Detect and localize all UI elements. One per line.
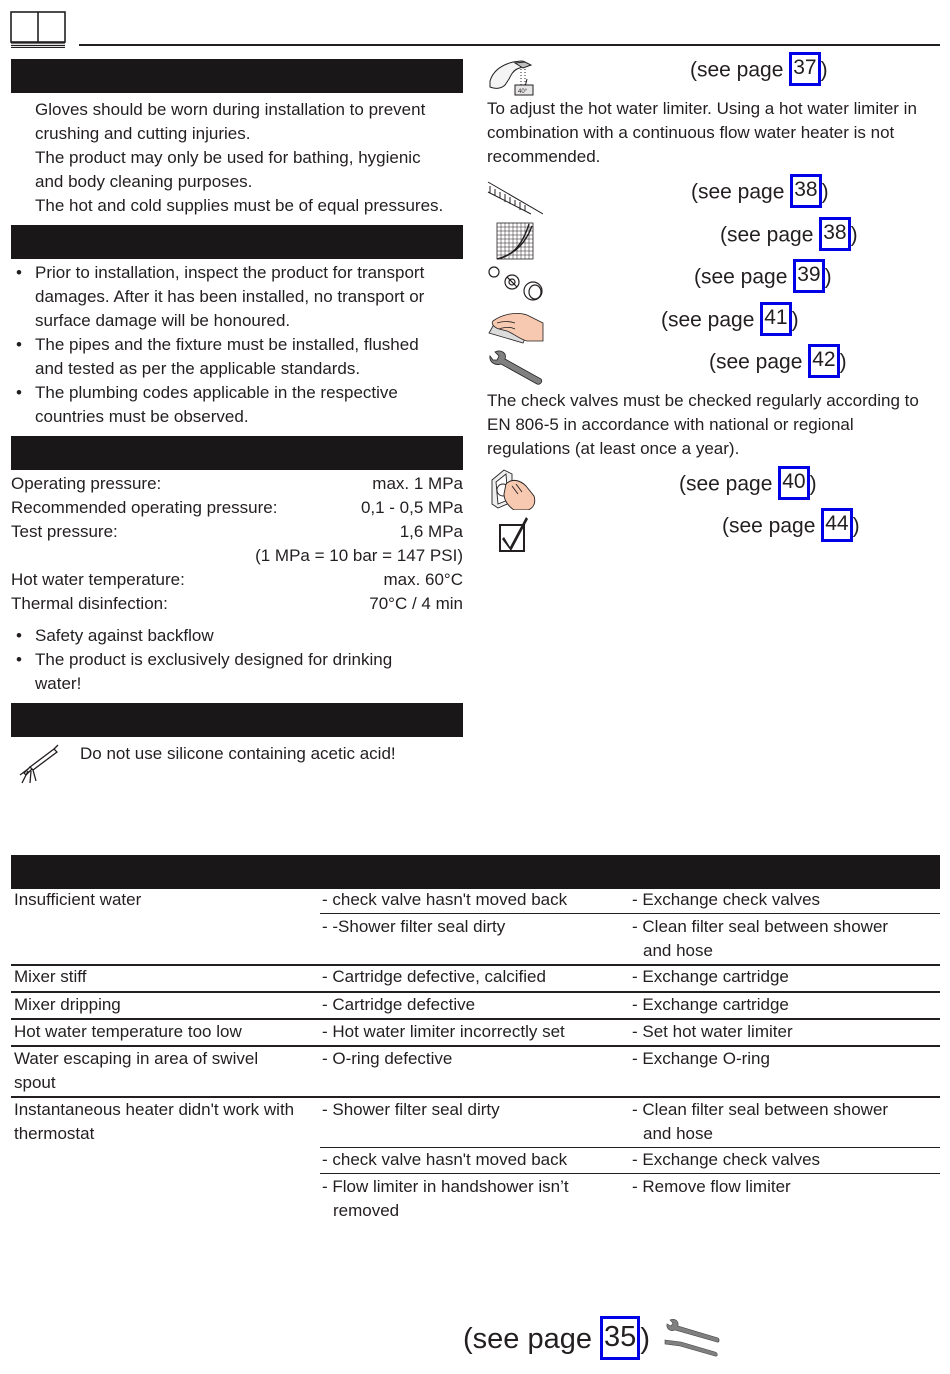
handle-turn-icon <box>490 468 538 510</box>
remedy-cell: - Clean filter seal between shower and hose <box>632 917 889 960</box>
safety-text <box>35 98 443 218</box>
spec-row-test-pressure: Test pressure: 1,6 MPa <box>11 522 463 541</box>
cause-cell: - Hot water limiter incorrectly set <box>322 1022 565 1041</box>
page-reference-41[interactable]: (see page 41 ) <box>661 306 799 336</box>
flow-diagram-icon <box>496 222 534 260</box>
limiter-description: To adjust the hot water limiter. Using a hot water limiter in combination with a continuous flow water heater is not recommended. <box>487 99 917 166</box>
section-bar-troubleshooting <box>11 855 940 889</box>
page-reference-44[interactable]: (see page 44 ) <box>722 512 860 542</box>
page-link[interactable]: 40 <box>778 466 809 500</box>
dimensions-ruler-icon <box>487 180 543 216</box>
table-row-divider <box>11 991 940 993</box>
svg-text:40°: 40° <box>518 89 528 95</box>
page-reference-35[interactable]: (see page 35 ) <box>463 1320 650 1360</box>
spec-row-operating-pressure: Operating pressure: max. 1 MPa <box>11 474 463 493</box>
page-reference-38-diagram[interactable]: (see page 38 ) <box>720 221 858 251</box>
installation-notes <box>11 261 463 429</box>
safety-line: and body cleaning purposes. <box>35 172 253 191</box>
manual-book-icon <box>10 10 66 48</box>
page-link[interactable]: 38 <box>819 217 850 251</box>
wrench-icon <box>487 350 543 386</box>
remedy-cell: - Exchange check valves <box>632 890 821 909</box>
problem-cell: Hot water temperature too low <box>14 1022 242 1041</box>
safety-line: The hot and cold supplies must be of equal pressures. <box>35 196 444 215</box>
technical-note: • Safety against backflow <box>11 624 463 648</box>
spec-row-pressure-conversion: (1 MPa = 10 bar = 147 PSI) <box>255 546 463 565</box>
cause-cell: - -Shower filter seal dirty <box>322 917 506 936</box>
remedy-cell: - Remove flow limiter <box>632 1177 791 1196</box>
remedy-cell: - Exchange O-ring <box>632 1049 770 1068</box>
cleaning-hand-icon <box>487 307 545 345</box>
table-subrow-divider <box>320 1173 940 1174</box>
page-link[interactable]: 44 <box>821 508 852 542</box>
safety-line: The product may only be used for bathing, hygienic <box>35 148 421 167</box>
checkbox-checked-icon <box>498 515 532 553</box>
page-link[interactable]: 42 <box>808 344 839 378</box>
remedy-cell: - Exchange cartridge <box>632 967 789 986</box>
section-bar-installation <box>11 225 463 259</box>
spec-row-hot-water-temp: Hot water temperature: max. 60°C <box>11 570 463 589</box>
remedy-cell: - Clean filter seal between shower and hose <box>632 1100 889 1143</box>
problem-cell: Insufficient water <box>14 890 142 909</box>
problem-cell: Instantaneous heater didn't work with thermostat <box>14 1100 295 1143</box>
hot-water-limiter-icon <box>487 57 537 97</box>
remedy-cell: - Set hot water limiter <box>632 1022 793 1041</box>
page-reference-38-dimensions[interactable]: (see page 38 ) <box>691 178 829 208</box>
header-rule <box>79 44 940 46</box>
spare-parts-icon <box>487 265 545 303</box>
page-reference-42[interactable]: (see page 42 ) <box>709 348 847 378</box>
check-valve-description: The check valves must be checked regularly according to EN 806-5 in accordance with national or regional regulations (at least once a year). <box>487 391 919 458</box>
problem-cell: Mixer stiff <box>14 967 87 986</box>
cause-cell: - Cartridge defective <box>322 995 476 1014</box>
cause-cell: - check valve hasn't moved back <box>322 1150 568 1169</box>
page-link[interactable]: 35 <box>600 1316 640 1360</box>
cleaning-warning: Do not use silicone containing acetic acid! <box>80 744 396 763</box>
problem-cell: Water escaping in area of swivel spout <box>14 1049 259 1092</box>
section-bar-cleaning <box>11 703 463 737</box>
safety-line: Gloves should be worn during installation to prevent <box>35 100 426 119</box>
spec-row-thermal-disinfection: Thermal disinfection: 70°C / 4 min <box>11 594 463 613</box>
table-subrow-divider <box>320 913 940 914</box>
page-reference-40[interactable]: (see page 40 ) <box>679 470 817 500</box>
spec-row-recommended-pressure: Recommended operating pressure: 0,1 - 0,5 MPa <box>11 498 463 517</box>
cause-cell: - Shower filter seal dirty <box>322 1100 500 1119</box>
silicone-gun-icon <box>16 743 60 785</box>
installation-note: • Prior to installation, inspect the product for transport damages. After it has been installed, no transport or surface damage will be honoured. <box>11 261 463 333</box>
page-link[interactable]: 37 <box>789 52 820 86</box>
technical-note: • The product is exclusively designed for drinking water! <box>11 648 463 696</box>
page-link[interactable]: 38 <box>790 174 821 208</box>
problem-cell: Mixer dripping <box>14 995 121 1014</box>
installation-note: • The plumbing codes applicable in the respective countries must be observed. <box>11 381 463 429</box>
page-reference-37[interactable]: (see page 37 ) <box>690 56 828 86</box>
section-bar-technical-data <box>11 436 463 470</box>
remedy-cell: - Exchange check valves <box>632 1150 821 1169</box>
page-link[interactable]: 41 <box>760 302 791 336</box>
cause-cell: - O-ring defective <box>322 1049 453 1068</box>
cause-cell: - Cartridge defective, calcified <box>322 967 546 986</box>
safety-line: crushing and cutting injuries. <box>35 124 251 143</box>
installation-note: • The pipes and the fixture must be installed, flushed and tested as per the applicable standards. <box>11 333 463 381</box>
remedy-cell: - Exchange cartridge <box>632 995 789 1014</box>
technical-notes <box>11 624 463 696</box>
section-bar-safety <box>11 59 463 93</box>
page-reference-39[interactable]: (see page 39 ) <box>694 263 832 293</box>
cause-cell: - Flow limiter in handshower isn’t removed <box>322 1177 569 1220</box>
page-link[interactable]: 39 <box>793 259 824 293</box>
tools-icon <box>663 1318 721 1358</box>
cause-cell: - check valve hasn't moved back <box>322 890 568 909</box>
